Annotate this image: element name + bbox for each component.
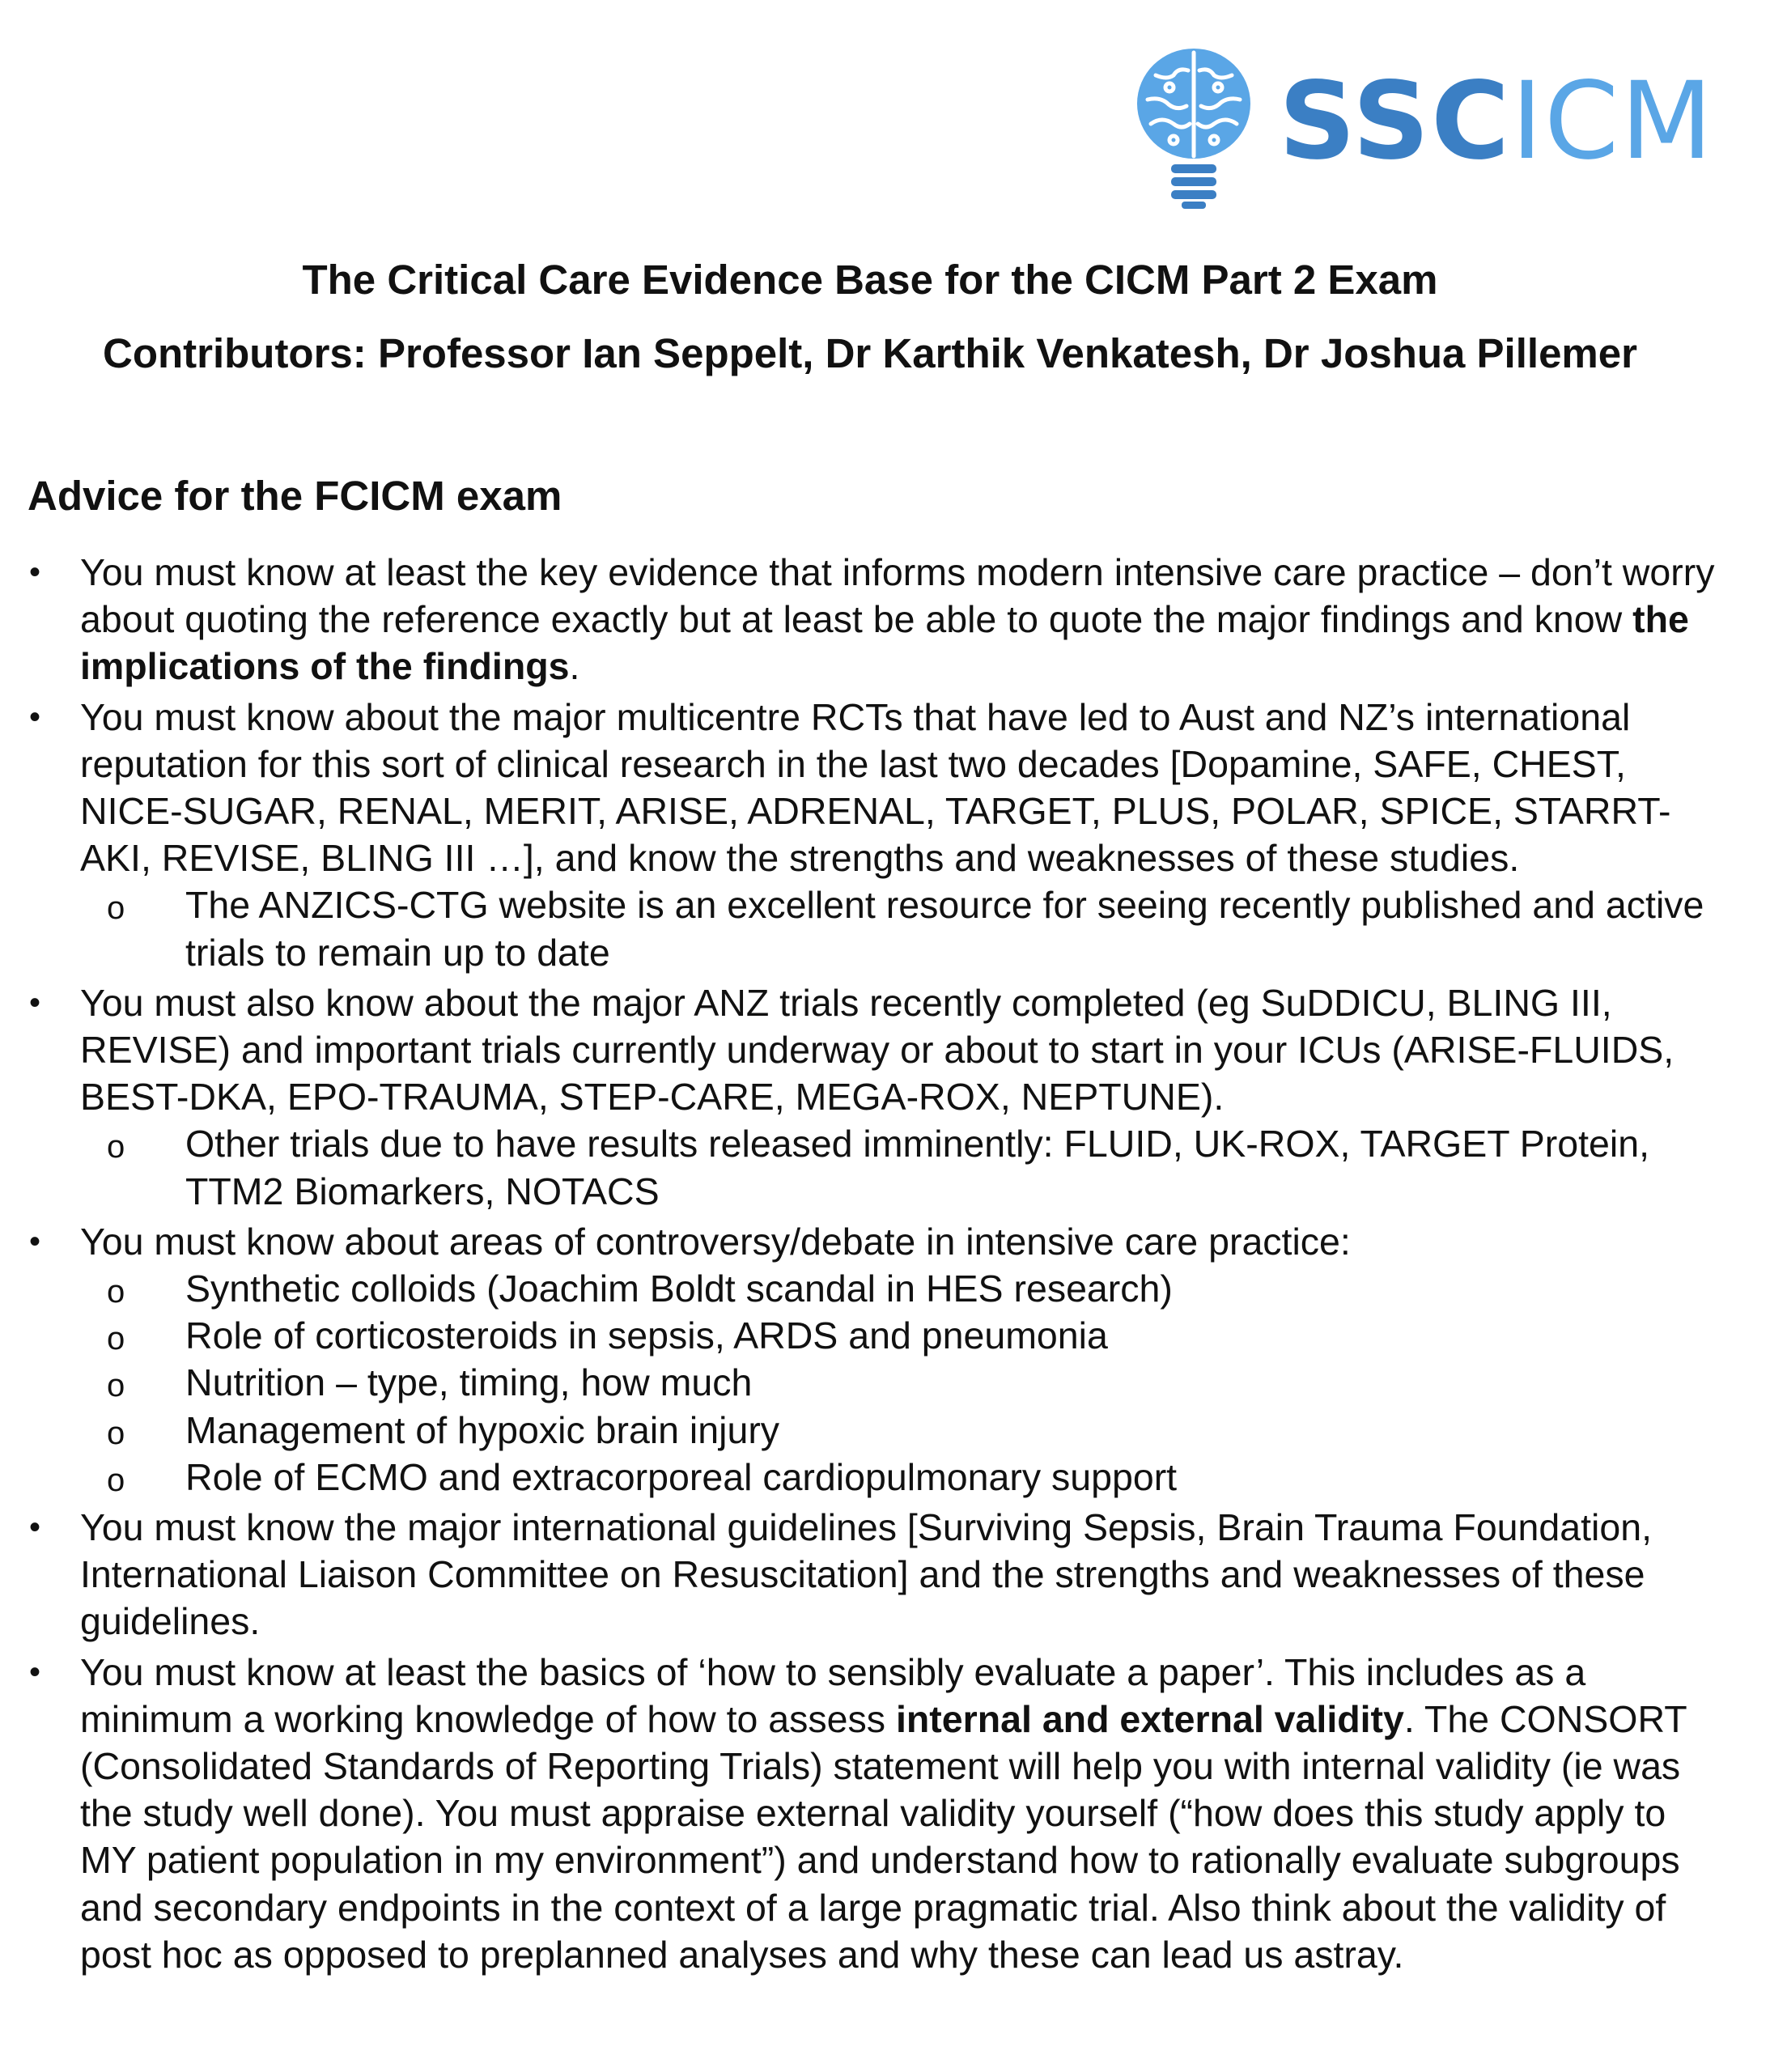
- list-item: [0, 549, 1732, 690]
- sub-list-item: [0, 1359, 1732, 1406]
- bullet-glyph: •: [29, 1509, 41, 1546]
- sub-bullet-glyph: o: [107, 1321, 125, 1357]
- sscicm-logo: [1133, 40, 1714, 210]
- text-run: .: [569, 645, 580, 688]
- sub-list: [80, 881, 1732, 975]
- list-item: [0, 1649, 1732, 1978]
- sub-list-item-text: Role of ECMO and extracorporeal cardiopulmonary support: [185, 1455, 1178, 1498]
- advice-list: [0, 549, 1732, 1981]
- list-item-text: [80, 1651, 1687, 1976]
- bullet-glyph: •: [29, 1654, 41, 1690]
- brain-lightbulb-icon: [1133, 43, 1254, 209]
- sub-list-item-text: Nutrition – type, timing, how much: [185, 1361, 753, 1404]
- emphasis-text: internal and external validity: [895, 1697, 1404, 1740]
- brand-part-icm: ICM: [1511, 59, 1715, 184]
- sub-bullet-glyph: o: [107, 890, 125, 927]
- list-item: [0, 979, 1732, 1215]
- sub-list-item: [0, 1312, 1732, 1359]
- bullet-glyph: •: [29, 698, 41, 735]
- sub-list: [80, 1265, 1732, 1501]
- sub-list-item: [0, 881, 1732, 975]
- list-item-text: [80, 551, 1714, 687]
- sub-list-item-text: Synthetic colloids (Joachim Boldt scandal in HES research): [185, 1267, 1173, 1310]
- sub-list-item-text: Management of hypoxic brain injury: [185, 1408, 780, 1451]
- sub-list-item-text: The ANZICS-CTG website is an excellent resource for seeing recently published and active trials to remain up to date: [185, 884, 1704, 974]
- list-item-text: You must also know about the major ANZ trials recently completed (eg SuDDICU, BLING III, REVISE) and important trials currently underway or about to start in your ICUs (ARISE-FLUIDS, BEST-DKA, EPO-TRAUMA, STEP-CARE, MEGA-ROX, NEPTUNE).: [80, 981, 1674, 1119]
- brand-part-ssc: SSC: [1279, 59, 1512, 184]
- list-item: [0, 1504, 1732, 1645]
- sub-list-item: [0, 1120, 1732, 1214]
- bullet-glyph: •: [29, 554, 41, 590]
- sub-list: [80, 1120, 1732, 1214]
- sub-bullet-glyph: o: [107, 1368, 125, 1404]
- sub-list-item: [0, 1407, 1732, 1454]
- text-run: You must know at least the key evidence that informs modern intensive care practice – don’t worry about quoting the reference exactly but at least be able to quote the major findings and know: [80, 551, 1715, 641]
- bullet-glyph: •: [29, 984, 41, 1021]
- sub-bullet-glyph: o: [107, 1462, 125, 1498]
- list-item: [0, 1218, 1732, 1501]
- sub-list-item: [0, 1265, 1732, 1312]
- list-item: [0, 694, 1732, 976]
- bullet-glyph: •: [29, 1223, 41, 1259]
- sub-list-item-text: Role of corticosteroids in sepsis, ARDS and pneumonia: [185, 1314, 1108, 1357]
- text-run: . The CONSORT (Consolidated Standards of Reporting Trials) statement will help you with internal validity (ie was the study well done). You must appraise external validity yourself (“how does this study apply to MY patient population in my environment”) and understand how to rationally evaluate subgroups and secondary endpoints in the context of a large pragmatic trial. Also think about the validity of post hoc as opposed to preplanned analyses and why these can lead us astray.: [80, 1697, 1687, 1976]
- sub-bullet-glyph: o: [107, 1274, 125, 1310]
- list-item-text: You must know about areas of controversy/debate in intensive care practice:: [80, 1220, 1351, 1263]
- list-item-text: You must know about the major multicentre RCTs that have led to Aust and NZ’s international reputation for this sort of clinical research in the last two decades [Dopamine, SAFE, CHEST, NICE-SUGAR, RENAL, MERIT, ARISE, ADRENAL, TARGET, PLUS, POLAR, SPICE, STARRT-AKI, REVISE, BLING III …], and know the strengths and weaknesses of these studies.: [80, 695, 1671, 880]
- sub-bullet-glyph: o: [107, 1415, 125, 1451]
- contributors-line: Contributors: Professor Ian Seppelt, Dr Karthik Venkatesh, Dr Joshua Pillemer: [103, 330, 1637, 376]
- section-heading: Advice for the FCICM exam: [28, 473, 562, 519]
- text-run: You must know at least the basics of ‘how to sensibly evaluate a paper’. This includes as a minimum a working knowledge of how to assess: [80, 1650, 1586, 1740]
- sub-bullet-glyph: o: [107, 1129, 125, 1166]
- sub-list-item-text: Other trials due to have results released imminently: FLUID, UK-ROX, TARGET Protein, TTM2 Biomarkers, NOTACS: [185, 1123, 1649, 1212]
- list-item-text: You must know the major international guidelines [Surviving Sepsis, Brain Trauma Foundation, International Liaison Committee on Resuscitation] and the strengths and weaknesses of these guidelines.: [80, 1506, 1653, 1643]
- document-title: The Critical Care Evidence Base for the CICM Part 2 Exam: [302, 257, 1438, 303]
- sub-list-item: [0, 1454, 1732, 1501]
- emphasis-text: the implications of the findings: [80, 598, 1689, 688]
- brand-name: [1279, 59, 1715, 184]
